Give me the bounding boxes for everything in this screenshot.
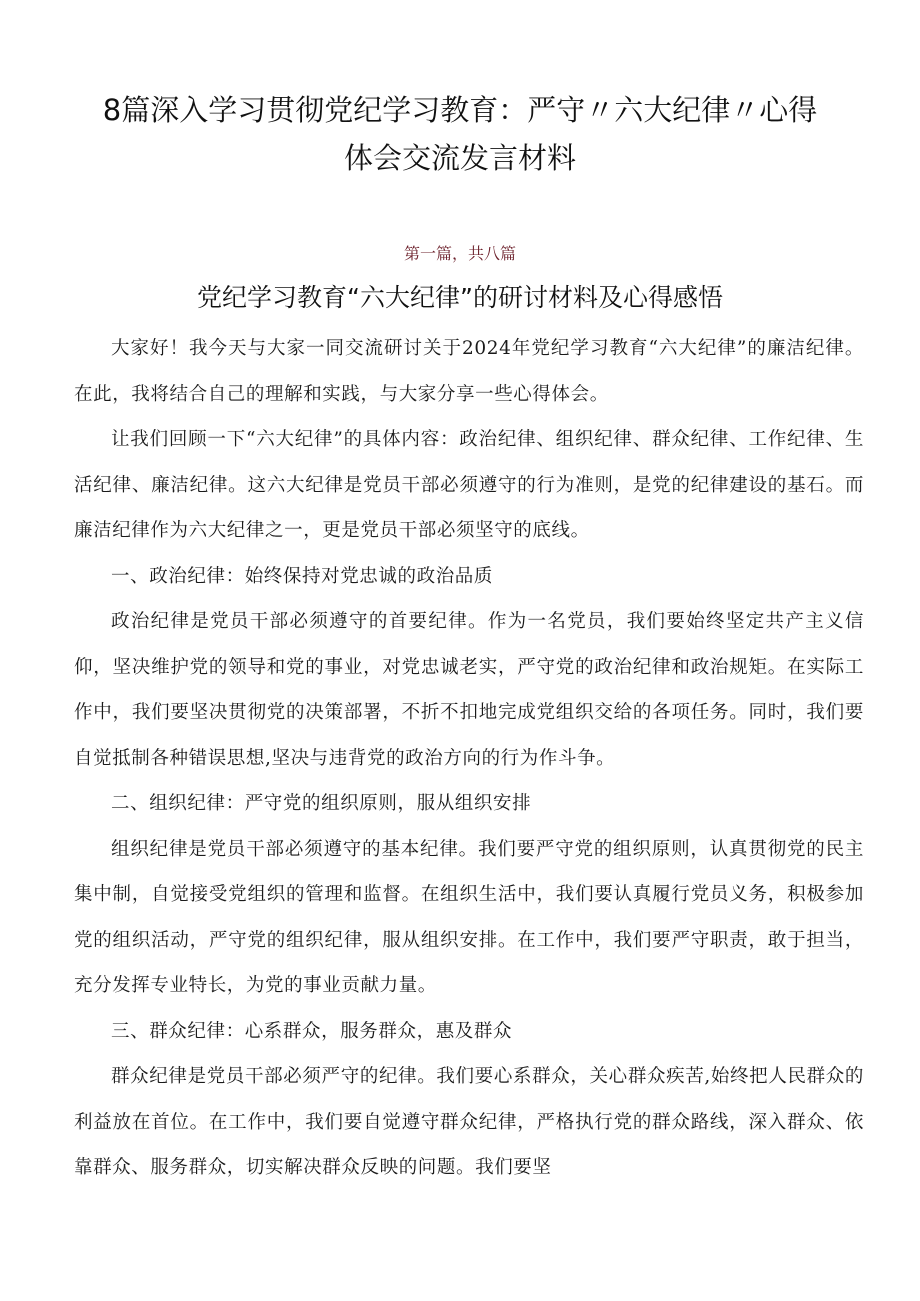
- paragraph-greeting: 大家好！我今天与大家一同交流研讨关于2024年党纪学习教育“六大纪律”的廉洁纪律。在此，我将结合自己的理解和实践，与大家分享一些心得体会。: [74, 338, 864, 405]
- document-title: [60, 86, 860, 182]
- heading-mass-discipline: 三、群众纪律：心系群众，服务群众，惠及群众: [111, 1020, 513, 1042]
- document-body: [74, 326, 864, 1191]
- heading-political-discipline: 一、政治纪律：始终保持对党忠诚的政治品质: [111, 565, 494, 587]
- document-title-line-2: 体会交流发言材料: [343, 141, 576, 175]
- section-title: 党纪学习教育“六大纪律”的研讨材料及心得感悟: [197, 283, 723, 312]
- paragraph-mass-discipline: 群众纪律是党员干部必须严守的纪律。我们要心系群众，关心群众疾苦,始终把人民群众的利益放在首位。在工作中，我们要自觉遵守群众纪律，严格执行党的群众路线，深入群众、依靠群众、服务群众，切实解决群众反映的问题。我们要坚: [74, 1066, 864, 1178]
- paragraph-six-disciplines: 让我们回顾一下“六大纪律”的具体内容：政治纪律、组织纪律、群众纪律、工作纪律、生活纪律、廉洁纪律。这六大纪律是党员干部必须遵守的行为准则，是党的纪律建设的基石。而廉洁纪律作为六大纪律之一，更是党员干部必须坚守的底线。: [74, 429, 864, 541]
- paragraph-political-discipline: 政治纪律是党员干部必须遵守的首要纪律。作为一名党员，我们要始终坚定共产主义信仰，坚决维护党的领导和党的事业，对党忠诚老实，严守党的政治纪律和政治规矩。在实际工作中，我们要坚决贯彻党的决策部署，不折不扣地完成党组织交给的各项任务。同时，我们要自觉抵制各种错误思想,坚决与违背党的政治方向的行为作斗争。: [74, 611, 864, 769]
- heading-organizational-discipline: 二、组织纪律：严守党的组织原则，服从组织安排: [111, 793, 532, 814]
- document-title-line-1: 8篇深入学习贯彻党纪学习教育：严守〃六大纪律〃心得: [102, 93, 818, 127]
- paragraph-organizational-discipline: 组织纪律是党员干部必须遵守的基本纪律。我们要严守党的组织原则，认真贯彻党的民主集中制，自觉接受党组织的管理和监督。在组织生活中，我们要认真履行党员义务，积极参加党的组织活动，严守党的组织纪律，服从组织安排。在工作中，我们要严守职责，敢于担当，充分发挥专业特长，为党的事业贡献力量。: [74, 838, 864, 996]
- section-counter: 第一篇，共八篇: [403, 244, 516, 263]
